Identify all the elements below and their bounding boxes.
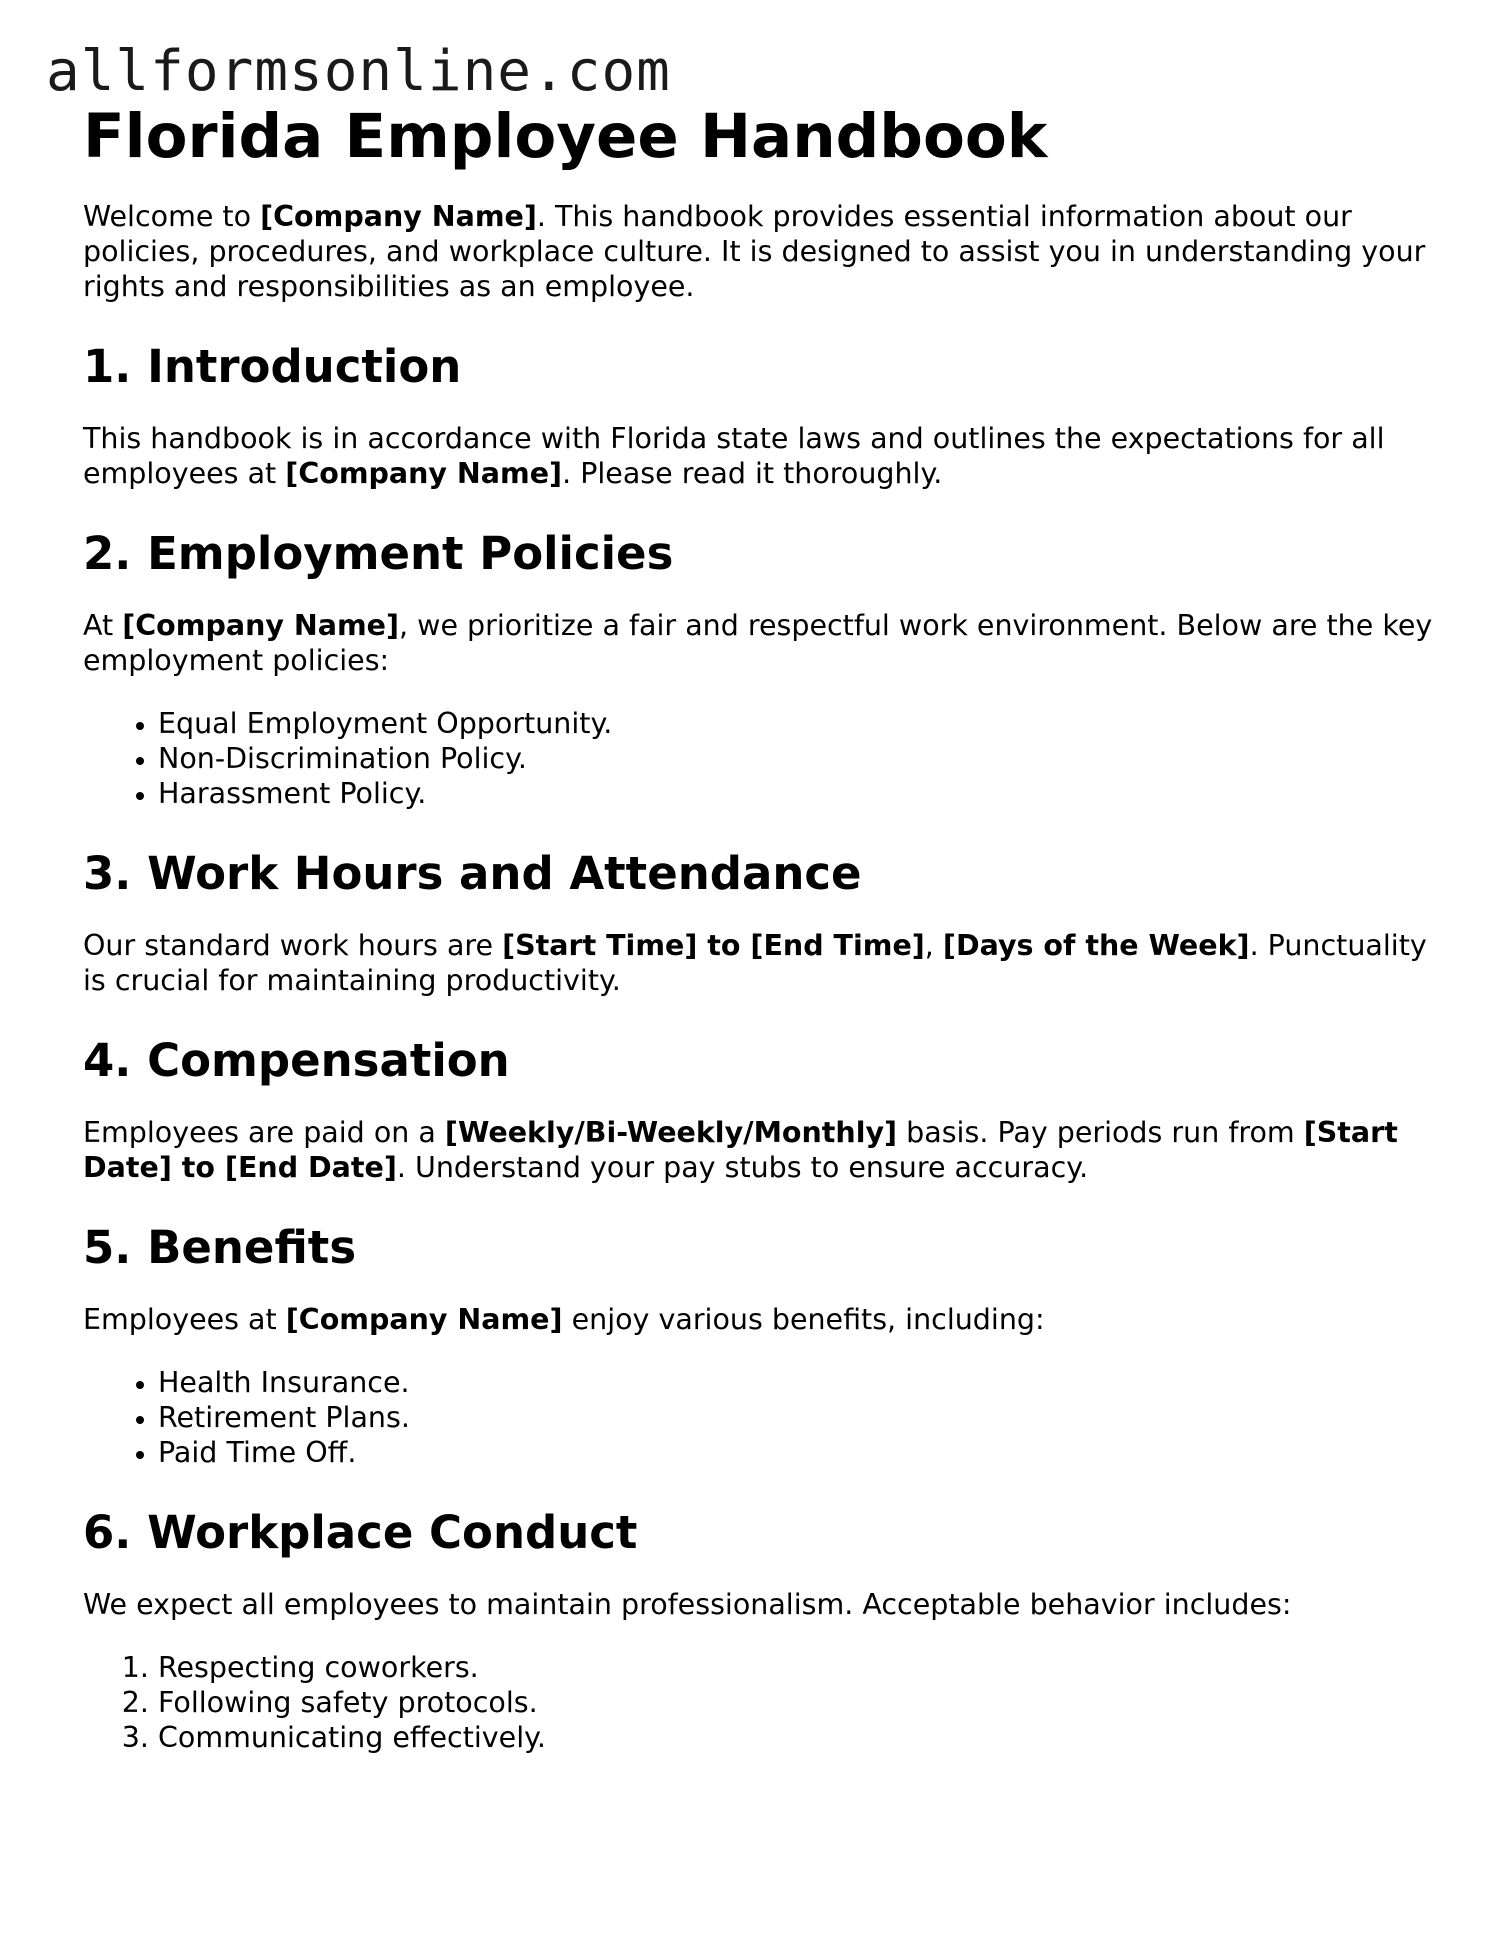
section-paragraph: We expect all employees to maintain professionalism. Acceptable behavior includes: bbox=[83, 1588, 1292, 1622]
section-paragraph: Employees are paid on a [Weekly/Bi-Weekly/Monthly] basis. Pay periods run from [Start Date] to [End Date]. Understand your pay stubs to ensure accuracy. bbox=[83, 1116, 1398, 1185]
section-heading: 1. Introduction bbox=[83, 340, 462, 394]
company-name-placeholder: [Company Name] bbox=[285, 457, 563, 491]
section-employment-policies bbox=[83, 527, 1443, 811]
section-paragraph: This handbook is in accordance with Florida state laws and outlines the expectations for all employees at [Company Name]. Please read it thoroughly. bbox=[83, 422, 1385, 491]
list-item: 1. Respecting coworkers. bbox=[158, 1650, 1443, 1685]
list-item: • Harassment Policy. bbox=[158, 776, 1443, 811]
company-name-placeholder: [Company Name] bbox=[122, 609, 400, 643]
section-paragraph: At [Company Name], we prioritize a fair and respectful work environment. Below are the key employment policies: bbox=[83, 609, 1433, 678]
days-placeholder: [Days of the Week] bbox=[942, 929, 1250, 963]
section-paragraph: Our standard work hours are [Start Time] to [End Time], [Days of the Week]. Punctuality is crucial for maintaining productivity. bbox=[83, 929, 1427, 998]
section-work-hours bbox=[83, 847, 1443, 998]
list-item: • Non-Discrimination Policy. bbox=[158, 741, 1443, 776]
section-benefits bbox=[83, 1221, 1443, 1470]
section-compensation bbox=[83, 1034, 1443, 1185]
list-item: 3. Communicating effectively. bbox=[158, 1720, 1443, 1755]
watermark: allformsonline.com bbox=[46, 39, 671, 104]
company-name-placeholder: [Company Name] bbox=[285, 1303, 563, 1337]
pay-period-placeholder: [Start Date] to [End Date] bbox=[83, 1116, 1398, 1185]
list-item: • Health Insurance. bbox=[158, 1365, 1443, 1400]
section-heading: 3. Work Hours and Attendance bbox=[83, 847, 862, 901]
section-heading: 4. Compensation bbox=[83, 1034, 510, 1088]
section-paragraph: Employees at [Company Name] enjoy various benefits, including: bbox=[83, 1303, 1045, 1337]
pay-frequency-placeholder: [Weekly/Bi-Weekly/Monthly] bbox=[444, 1116, 898, 1150]
list-item: • Paid Time Off. bbox=[158, 1435, 1443, 1470]
list-item: 2. Following safety protocols. bbox=[158, 1685, 1443, 1720]
section-heading: 2. Employment Policies bbox=[83, 527, 674, 581]
benefits-list bbox=[83, 1365, 1443, 1470]
list-item: • Retirement Plans. bbox=[158, 1400, 1443, 1435]
conduct-list bbox=[83, 1650, 1443, 1755]
company-name-placeholder: [Company Name] bbox=[260, 200, 537, 234]
time-placeholder: [Start Time] to [End Time] bbox=[502, 929, 925, 963]
section-introduction bbox=[83, 340, 1443, 491]
policy-list bbox=[83, 706, 1443, 811]
section-heading: 5. Benefits bbox=[83, 1221, 357, 1275]
document bbox=[83, 100, 1443, 1755]
list-item: • Equal Employment Opportunity. bbox=[158, 706, 1443, 741]
section-workplace-conduct bbox=[83, 1506, 1443, 1755]
intro-paragraph: Welcome to [Company Name]. This handbook provides essential information about our policies, procedures, and workplace culture. It is designed to assist you in understanding your rights and responsibilities as an employee. bbox=[83, 200, 1426, 304]
section-heading: 6. Workplace Conduct bbox=[83, 1506, 638, 1560]
page-title: Florida Employee Handbook bbox=[83, 101, 1048, 172]
